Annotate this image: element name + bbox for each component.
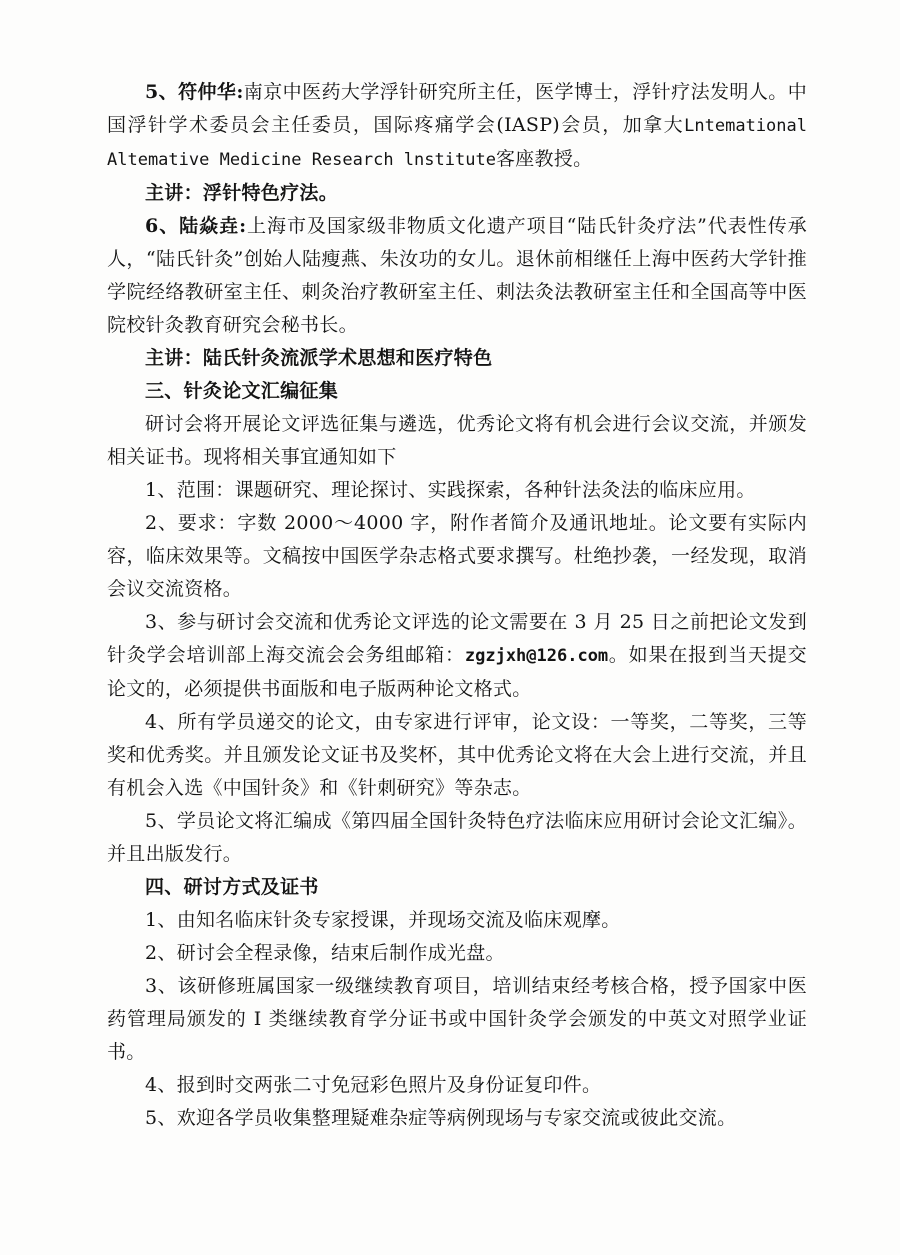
speaker-5-description: 南京中医药大学浮针研究所主任，医学博士，浮针疗法发明人。中国浮针学术委员会主任委员，国际疼痛学会(IASP)会员，加拿大 [107, 81, 807, 136]
speaker-6-paragraph [107, 210, 807, 342]
speaker-5-institute-en: Lntemational Altemative Medicine Research lnstitute [107, 116, 807, 170]
section-3-item-2: 2、要求：字数 2000～4000 字，附作者简介及通讯地址。论文要有实际内容，临床效果等。文稿按中国医学杂志格式要求撰写。杜绝抄袭，一经发现，取消会议交流资格。 [107, 512, 807, 600]
section-4-item-3: 3、该研修班属国家一级继续教育项目，培训结束经考核合格，授予国家中医药管理局颁发的 I 类继续教育学分证书或中国针灸学会颁发的中英文对照学业证书。 [107, 975, 807, 1063]
section-3-item-1: 1、范围：课题研究、理论探讨、实践探索，各种针法灸法的临床应用。 [145, 479, 756, 501]
section-4-heading: 四、研讨方式及证书 [145, 876, 319, 898]
section-4-item-5: 5、欢迎各学员收集整理疑难杂症等病例现场与专家交流或彼此交流。 [145, 1107, 737, 1129]
section-3-heading: 三、针灸论文汇编征集 [145, 380, 339, 402]
section-3-intro: 研讨会将开展论文评选征集与遴选，优秀论文将有机会进行会议交流，并颁发相关证书。现将相关事宜通知如下 [107, 413, 807, 468]
section-4-item-4: 4、报到时交两张二寸免冠彩色照片及身份证复印件。 [145, 1074, 602, 1096]
document-body [107, 76, 807, 1135]
speaker-6-topic: 主讲：陆氏针灸流派学术思想和医疗特色 [145, 347, 493, 369]
section-3-item-3-text-end: 。如果在报到当天提交论文的，必须提供书面版和电子版两种论文格式。 [107, 644, 807, 700]
speaker-5-name: 5、符仲华: [145, 81, 244, 103]
section-3-item-3-text: 3、参与研讨会交流和优秀论文评选的论文需要在 3 月 25 日之前把论文发到针灸学会培训部上海交流会会务组邮箱： [107, 611, 807, 666]
speaker-5-topic: 主讲：浮针特色疗法。 [145, 182, 339, 204]
speaker-6-name: 6、陆焱垚: [145, 215, 247, 237]
submission-email-link[interactable]: zgzjxh@126.com [464, 646, 609, 666]
speaker-5-description-end: 客座教授。 [495, 148, 593, 170]
speaker-6-description: 上海市及国家级非物质文化遗产项目“陆氏针灸疗法”代表性传承人，“陆氏针灸”创始人陆瘦燕、朱汝功的女儿。退休前相继任上海中医药大学针推学院经络教研室主任、刺灸治疗教研室主任、刺法灸法教研室主任和全国高等中医院校针灸教育研究会秘书长。 [107, 215, 807, 336]
section-3-item-4: 4、所有学员递交的论文，由专家进行评审，论文设：一等奖，二等奖，三等奖和优秀奖。并且颁发论文证书及奖杯，其中优秀论文将在大会上进行交流，并且有机会入选《中国针灸》和《针刺研究》等杂志。 [107, 711, 807, 799]
section-3-item-3 [107, 606, 807, 706]
section-4-item-1: 1、由知名临床针灸专家授课，并现场交流及临床观摩。 [145, 909, 621, 931]
speaker-5-paragraph [107, 76, 807, 177]
section-4-item-2: 2、研讨会全程录像，结束后制作成光盘。 [145, 942, 505, 964]
section-3-item-5: 5、学员论文将汇编成《第四届全国针灸特色疗法临床应用研讨会论文汇编》。并且出版发行。 [107, 810, 807, 865]
